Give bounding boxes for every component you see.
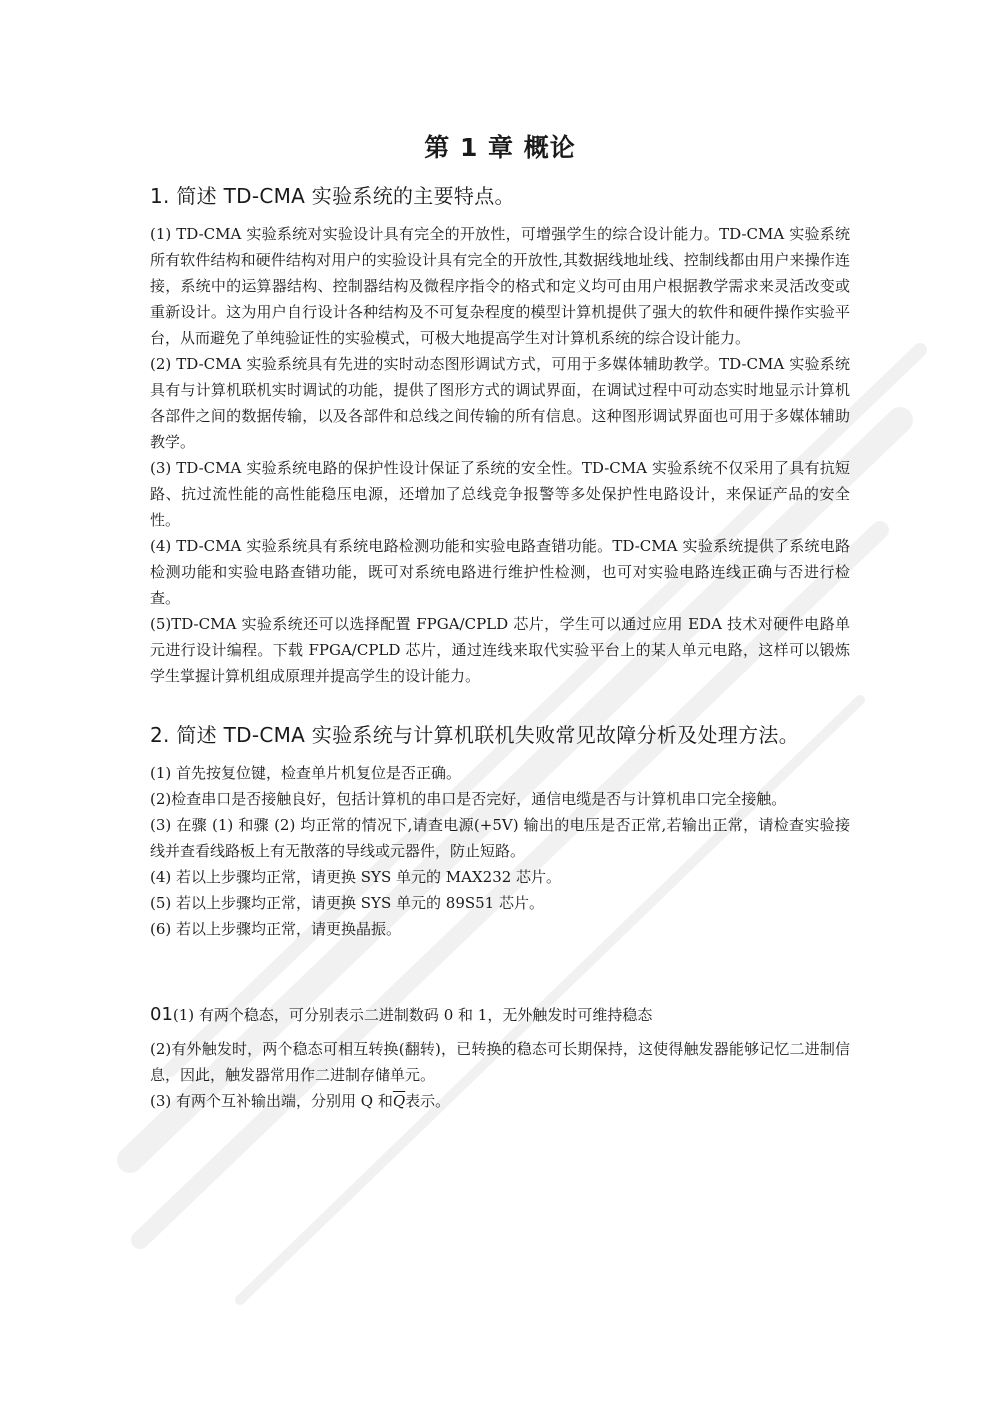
answer-1-1: (1) TD-CMA 实验系统对实验设计具有完全的开放性，可增强学生的综合设计能力。TD-CMA 实验系统所有软件结构和硬件结构对用户的实验设计具有完全的开放性,其数据线地址线、控制线都由用户来操作连接，系统中的运算器结构、控制器结构及微程序指令的格式和定义均可由用户根据教学需求来灵活改变或重新设计。这为用户自行设计各种结构及不可复杂程度的模型计算机提供了强大的软件和硬件操作实验平台，从而避免了单纯验证性的实验模式，可极大地提高学生对计算机系统的综合设计能力。	[150, 225, 850, 347]
flipflop-answers	[150, 1002, 850, 1114]
answer-2-2: (2)检查串口是否接触良好，包括计算机的串口是否完好，通信电缆是否与计算机串口完全接触。	[150, 790, 787, 808]
question-1-heading: 1. 简述 TD-CMA 实验系统的主要特点。	[150, 184, 515, 208]
answer-2-5: (5) 若以上步骤均正常，请更换 SYS 单元的 89S51 芯片。	[150, 894, 544, 912]
question-2-heading: 2. 简述 TD-CMA 实验系统与计算机联机失败常见故障分析及处理方法。	[150, 723, 799, 747]
question-2-answers	[150, 760, 850, 942]
q-bar-symbol: $\overline{Q}$	[392, 1092, 406, 1110]
answer-2-6: (6) 若以上步骤均正常，请更换晶振。	[150, 920, 402, 938]
chapter-title: 第 1 章 概论	[424, 133, 576, 162]
flipflop-point-3-prefix: (3) 有两个互补输出端，分别用 Q 和	[150, 1092, 393, 1110]
answer-2-1: (1) 首先按复位键，检查单片机复位是否正确。	[150, 764, 462, 782]
line-spacer	[150, 1028, 850, 1036]
section-spacer	[150, 942, 850, 1002]
answer-1-4: (4) TD-CMA 实验系统具有系统电路检测功能和实验电路查错功能。TD-CMA 实验系统提供了系统电路检测功能和实验电路查错功能，既可对系统电路进行维护性检测，也可对实验电路连线正确与否进行检查。	[150, 537, 850, 607]
page-content	[150, 128, 850, 1114]
answer-2-3: (3) 在骤 (1) 和骤 (2) 均正常的情况下,请查电源(+5V) 输出的电压是否正常,若输出正常，请检查实验接线并查看线路板上有无散落的导线或元器件，防止短路。	[150, 816, 850, 860]
answer-2-4: (4) 若以上步骤均正常，请更换 SYS 单元的 MAX232 芯片。	[150, 868, 562, 886]
item-number-prefix: 01	[150, 1004, 173, 1025]
question-1-answers	[150, 221, 850, 689]
section-spacer	[150, 689, 850, 719]
flipflop-line-1	[150, 1002, 850, 1028]
flipflop-line-3	[150, 1088, 850, 1114]
flipflop-point-1: (1) 有两个稳态，可分别表示二进制数码 0 和 1，无外触发时可维持稳态	[172, 1006, 653, 1024]
answer-1-2: (2) TD-CMA 实验系统具有先进的实时动态图形调试方式，可用于多媒体辅助教学。TD-CMA 实验系统具有与计算机联机实时调试的功能，提供了图形方式的调试界面，在调试过程中可动态实时地显示计算机各部件之间的数据传输，以及各部件和总线之间传输的所有信息。这种图形调试界面也可用于多媒体辅助教学。	[150, 355, 850, 451]
answer-1-3: (3) TD-CMA 实验系统电路的保护性设计保证了系统的安全性。TD-CMA 实验系统不仅采用了具有抗短路、抗过流性能的高性能稳压电源，还增加了总线竞争报警等多处保护性电路设计，来保证产品的安全性。	[150, 459, 850, 529]
flipflop-point-2: (2)有外触发时，两个稳态可相互转换(翻转)，已转换的稳态可长期保持，这使得触发器能够记忆二进制信息，因此，触发器常用作二进制存储单元。	[150, 1040, 850, 1084]
flipflop-point-3-suffix: 表示。	[405, 1092, 451, 1110]
answer-1-5: (5)TD-CMA 实验系统还可以选择配置 FPGA/CPLD 芯片，学生可以通过应用 EDA 技术对硬件电路单元进行设计编程。下载 FPGA/CPLD 芯片，通过连线来取代实验平台上的某人单元电路，这样可以锻炼学生掌握计算机组成原理并提高学生的设计能力。	[150, 615, 850, 685]
